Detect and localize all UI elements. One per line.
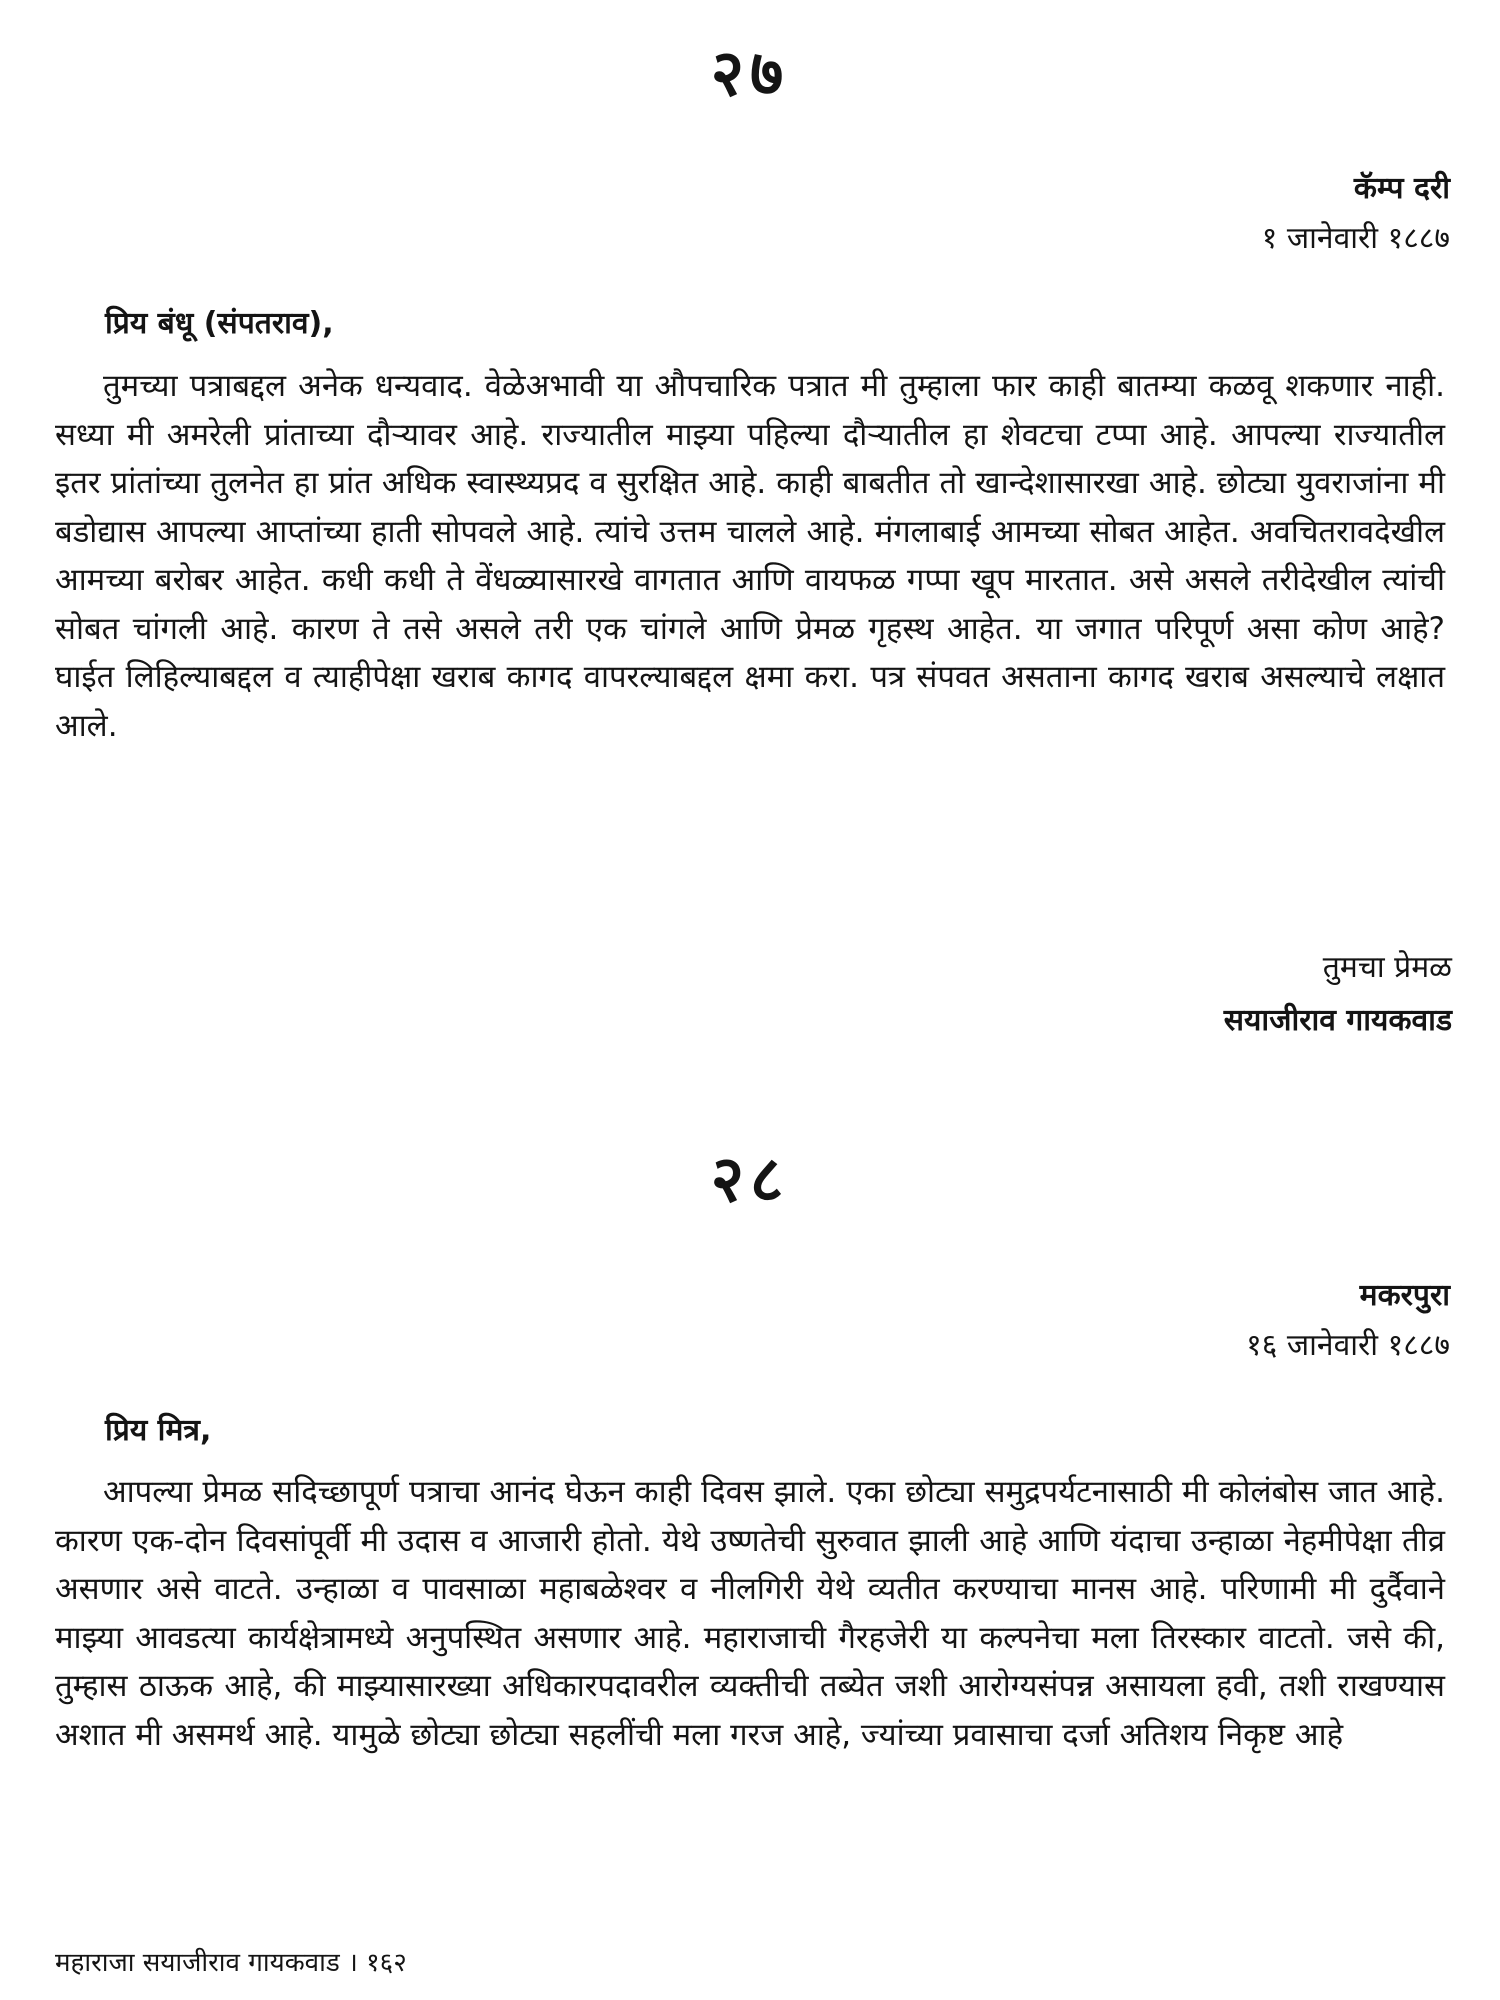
letter-body: तुमच्या पत्राबद्दल अनेक धन्यवाद. वेळेअभावी या औपचारिक पत्रात मी तुम्हाला फार काही बातम्या कळवू शकणार नाही. सध्या मी अमरेली प्रांताच्या दौऱ्यावर आहे. राज्यातील माझ्या पहिल्या दौऱ्यातील हा शेवटचा टप्पा आहे. आपल्या राज्यातील इतर प्रांतांच्या तुलनेत हा प्रांत अधिक स्वास्थ्यप्रद व सुरक्षित आहे. काही बाबतीत तो खान्देशासारखा आहे. छोट्या युवराजांना मी बडोद्यास आपल्या आप्तांच्या हाती सोपवले आहे. त्यांचे उत्तम चालले आहे. मंगलाबाई आमच्या सोबत आहेत. अवचितरावदेखील आमच्या बरोबर आहेत. कधी कधी ते वेंधळ्यासारखे वागतात आणि वायफळ गप्पा खूप मारतात. असे असले तरीदेखील त्यांची सोबत चांगली आहे. कारण ते तसे असले तरी एक चांगले आणि प्रेमळ गृहस्थ आहेत. या जगात परिपूर्ण असा कोण आहे? घाईत लिहिल्याबद्दल व त्याहीपेक्षा खराब कागद वापरल्याबद्दल क्षमा करा. पत्र संपवत असताना कागद खराब असल्याचे लक्षात आले. — [55, 368, 1445, 744]
letter-signature: सयाजीराव गायकवाड — [1223, 1003, 1452, 1038]
letter-place: कॅम्प दरी — [1353, 171, 1450, 206]
letter-date: १ जानेवारी १८८७ — [1261, 221, 1450, 256]
letter-body: आपल्या प्रेमळ सदिच्छापूर्ण पत्राचा आनंद घेऊन काही दिवस झाले. एका छोट्या समुद्रपर्यटनासाठी मी कोलंबोस जात आहे. कारण एक-दोन दिवसांपूर्वी मी उदास व आजारी होतो. येथे उष्णतेची सुरुवात झाली आहे आणि यंदाचा उन्हाळा नेहमीपेक्षा तीव्र असणार असे वाटते. उन्हाळा व पावसाळा महाबळेश्वर व नीलगिरी येथे व्यतीत करण्याचा मानस आहे. परिणामी मी दुर्दैवाने माझ्या आवडत्या कार्यक्षेत्रामध्ये अनुपस्थित असणार आहे. महाराजाची गैरहजेरी या कल्पनेचा मला तिरस्कार वाटतो. जसे की, तुम्हास ठाऊक आहे, की माझ्यासारख्या अधिकारपदावरील व्यक्तीची तब्येत जशी आरोग्यसंपन्न असायला हवी, तशी राखण्यास अशात मी असमर्थ आहे. यामुळे छोट्या छोट्या सहलींची मला गरज आहे, ज्यांच्या प्रवासाचा दर्जा अतिशय निकृष्ट आहे — [55, 1474, 1445, 1753]
letter-number-27: २७ — [710, 37, 790, 111]
letter-date: १६ जानेवारी १८८७ — [1246, 1328, 1450, 1363]
letter-number-28: २८ — [710, 1143, 790, 1217]
letter-place: मकरपुरा — [1359, 1278, 1450, 1313]
letter-salutation: प्रिय बंधू (संपतराव), — [105, 306, 334, 341]
letter-salutation: प्रिय मित्र, — [105, 1413, 212, 1448]
page-footer: महाराजा सयाजीराव गायकवाड । १६२ — [55, 1948, 407, 1978]
letter-closing: तुमचा प्रेमळ — [1322, 950, 1452, 985]
